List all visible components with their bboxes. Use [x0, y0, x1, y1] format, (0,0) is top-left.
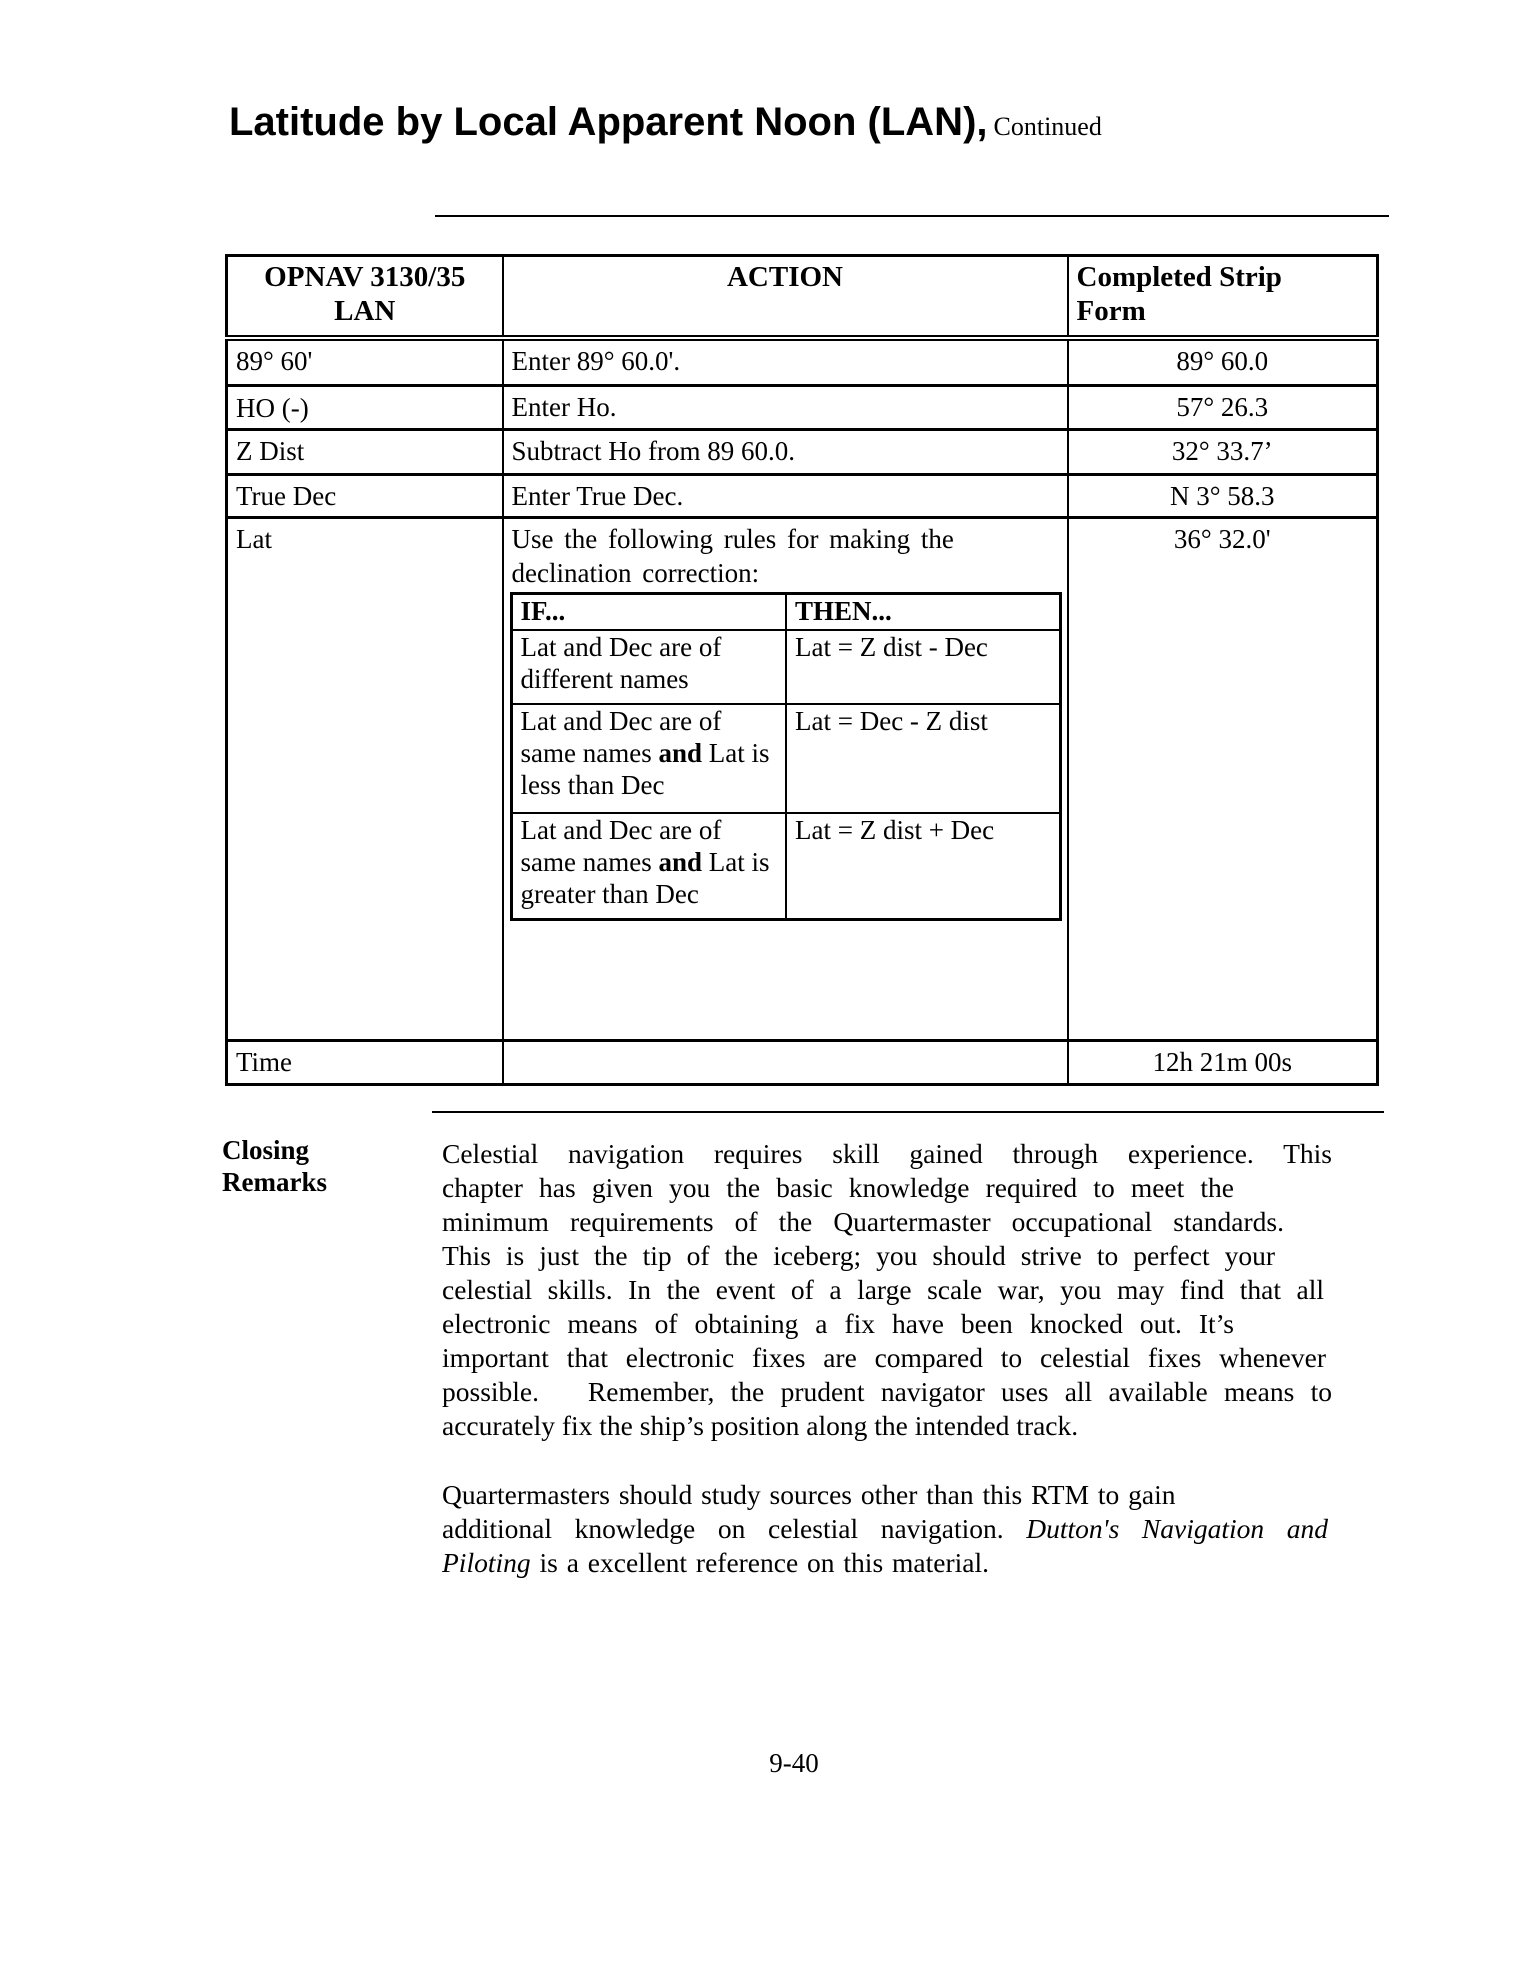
row-action: Subtract Ho from 89 60.0.: [503, 429, 1068, 474]
header-opnav: [227, 256, 503, 339]
text-line: accurately fix the ship’s position along the intended track.: [442, 1410, 1079, 1441]
rule-condition-text: Lat is less than Dec: [520, 737, 770, 800]
label-line: Remarks: [222, 1167, 327, 1197]
closing-paragraph-1: [442, 1137, 1332, 1443]
page-title: [229, 100, 1102, 145]
row-label: HO (-): [227, 385, 503, 429]
table-row: [227, 338, 1378, 385]
header-completed-line1: Completed Strip: [1076, 261, 1282, 293]
rule-condition-text: Lat is greater than Dec: [520, 846, 770, 909]
page-number: 9-40: [769, 1748, 819, 1778]
text-line: Celestial navigation requires skill gained through experience. This: [442, 1138, 1332, 1169]
text-line: chapter has given you the basic knowledge required to meet the: [442, 1172, 1234, 1203]
text-line: [442, 1512, 1328, 1546]
rule-condition-text: Lat and Dec are of same names: [520, 705, 722, 768]
rules-table: [510, 592, 1062, 922]
row-value: 36° 32.0': [1068, 517, 1378, 1040]
row-label: True Dec: [227, 474, 503, 517]
book-title: Piloting: [442, 1547, 531, 1578]
row-value: 89° 60.0: [1068, 338, 1378, 385]
text-line: Quartermasters should study sources other than this RTM to gain: [442, 1479, 1176, 1510]
header-completed: [1068, 256, 1378, 339]
rule-condition: [511, 704, 786, 813]
rule-condition-text: Lat and Dec are of same names: [520, 814, 722, 877]
row-value: 12h 21m 00s: [1068, 1040, 1378, 1084]
continued-label: Continued: [993, 112, 1102, 141]
text-line: celestial skills. In the event of a large scale war, you may find that all: [442, 1274, 1324, 1305]
closing-paragraph-2: [442, 1478, 1332, 1580]
book-title: Dutton's Navigation and: [1026, 1513, 1328, 1544]
row-label: Z Dist: [227, 429, 503, 474]
rules-row: [511, 704, 1060, 813]
header-action: ACTION: [503, 256, 1068, 339]
table-row: [227, 385, 1378, 429]
row-value: 32° 33.7’: [1068, 429, 1378, 474]
header-opnav-line1: OPNAV 3130/35: [264, 261, 466, 293]
closing-remarks-label: [222, 1134, 327, 1198]
table-row: [227, 1040, 1378, 1084]
label-line: Closing: [222, 1135, 310, 1165]
rule-result: Lat = Z dist + Dec: [786, 813, 1060, 920]
row-label: 89° 60': [227, 338, 503, 385]
row-value: N 3° 58.3: [1068, 474, 1378, 517]
table-row: [227, 429, 1378, 474]
row-action: Enter True Dec.: [503, 474, 1068, 517]
rule-result: Lat = Z dist - Dec: [786, 630, 1060, 704]
row-label: Lat: [227, 517, 503, 1040]
row-action: Enter 89° 60.0'.: [503, 338, 1068, 385]
table-row: [227, 517, 1378, 1040]
text-line: possible. Remember, the prudent navigator uses all available means to: [442, 1376, 1332, 1407]
table-row: [227, 474, 1378, 517]
rule-result: Lat = Dec - Z dist: [786, 704, 1060, 813]
text-line: important that electronic fixes are compared to celestial fixes whenever: [442, 1342, 1326, 1373]
row-action: Enter Ho.: [503, 385, 1068, 429]
text-span: additional knowledge on celestial navigation.: [442, 1513, 1027, 1544]
header-opnav-line2: LAN: [334, 295, 396, 327]
row-action: [503, 1040, 1068, 1084]
text-line: This is just the tip of the iceberg; you should strive to perfect your: [442, 1240, 1275, 1271]
rule-condition-bold: and: [658, 846, 702, 877]
section-divider: [432, 1111, 1384, 1113]
table-header-row: [227, 256, 1378, 339]
rule-condition: [511, 630, 786, 704]
text-span: is a excellent reference on this material.: [530, 1547, 989, 1578]
rule-condition-bold: and: [658, 737, 702, 768]
top-divider: [435, 215, 1389, 217]
rule-condition: [511, 813, 786, 920]
rules-header-then: THEN...: [786, 593, 1060, 630]
text-line: electronic means of obtaining a fix have been knocked out. It’s: [442, 1308, 1234, 1339]
text-line: [442, 1546, 1332, 1580]
row-value: 57° 26.3: [1068, 385, 1378, 429]
row-label: Time: [227, 1040, 503, 1084]
rules-intro: Use the following rules for making the declination correction:: [511, 523, 954, 588]
row-action: [503, 517, 1068, 1040]
rules-row: [511, 813, 1060, 920]
rules-header-if: IF...: [511, 593, 786, 630]
header-completed-line2: Form: [1076, 295, 1146, 327]
text-line: minimum requirements of the Quartermaster occupational standards.: [442, 1206, 1284, 1237]
lan-table: [225, 254, 1379, 1086]
rules-header-row: [511, 593, 1060, 630]
rule-condition-text: Lat and Dec are of different names: [520, 631, 722, 694]
rules-row: [511, 630, 1060, 704]
title-text: Latitude by Local Apparent Noon (LAN),: [229, 100, 988, 144]
